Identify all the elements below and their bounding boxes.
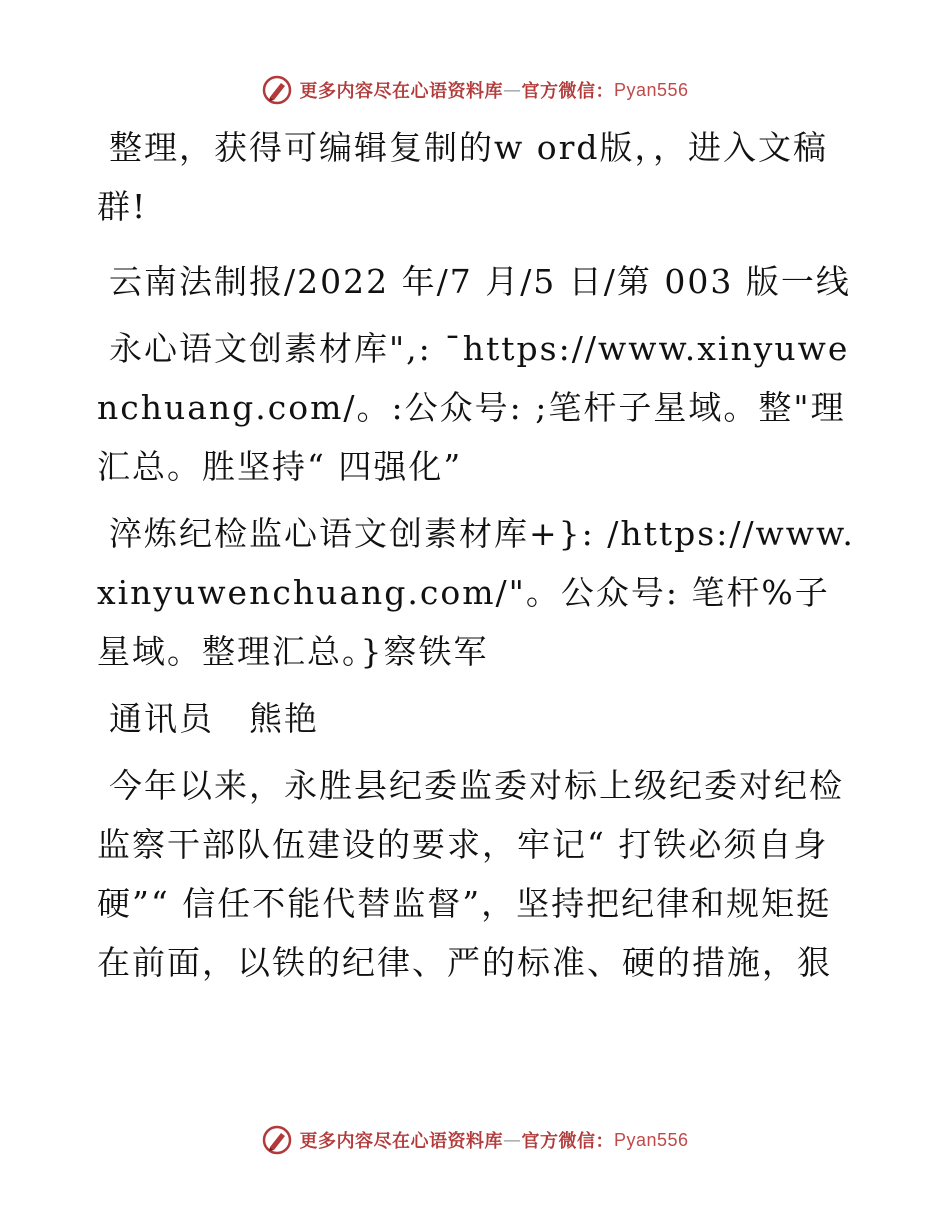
watermark-text: 更多内容尽在心语资料库 (299, 81, 503, 102)
watermark-separator: — (502, 79, 522, 101)
paragraph-source: 云南法制报/2022 年/7 月/5 日/第 003 版一线 (109, 262, 851, 301)
paragraph-body: 今年以来，永胜县纪委监委对标上级纪委对纪检监察干部队伍建设的要求，牢记“ 打铁必须自身硬”“ 信任不能代替监督”，坚持把纪律和规矩挺在前面，以铁的纪律、严的标准、硬的措施，狠 (97, 766, 844, 982)
pen-logo-icon (261, 1124, 293, 1156)
paragraph-byline: 通讯员 熊艳 (109, 699, 319, 738)
paragraph-intro: 整理，获得可编辑复制的w ord版，，进入文稿群! (97, 128, 829, 226)
paragraph-headline-1: 永心语文创素材库",: ¯https://www.xinyuwenchuang.com/。:公众号: ;笔杆子星域。整"理汇总。胜坚持“ 四强化” (97, 329, 850, 486)
watermark-handle: Pyan556 (613, 79, 689, 100)
header-watermark (0, 73, 950, 107)
footer-watermark (0, 1123, 950, 1157)
watermark-handle: Pyan556 (613, 1129, 689, 1150)
pen-logo-icon (261, 74, 293, 106)
paragraph-headline-2: 淬炼纪检监心语文创素材库+}: /https://www.xinyuwenchuang.com/"。公众号: 笔杆%子星域。整理汇总。}察铁军 (97, 514, 855, 671)
watermark-label: 官方微信： (521, 81, 614, 102)
watermark-text: 更多内容尽在心语资料库 (299, 1131, 503, 1152)
watermark-separator: — (502, 1129, 522, 1151)
document-body (97, 118, 857, 1008)
watermark-label: 官方微信： (521, 1131, 614, 1152)
